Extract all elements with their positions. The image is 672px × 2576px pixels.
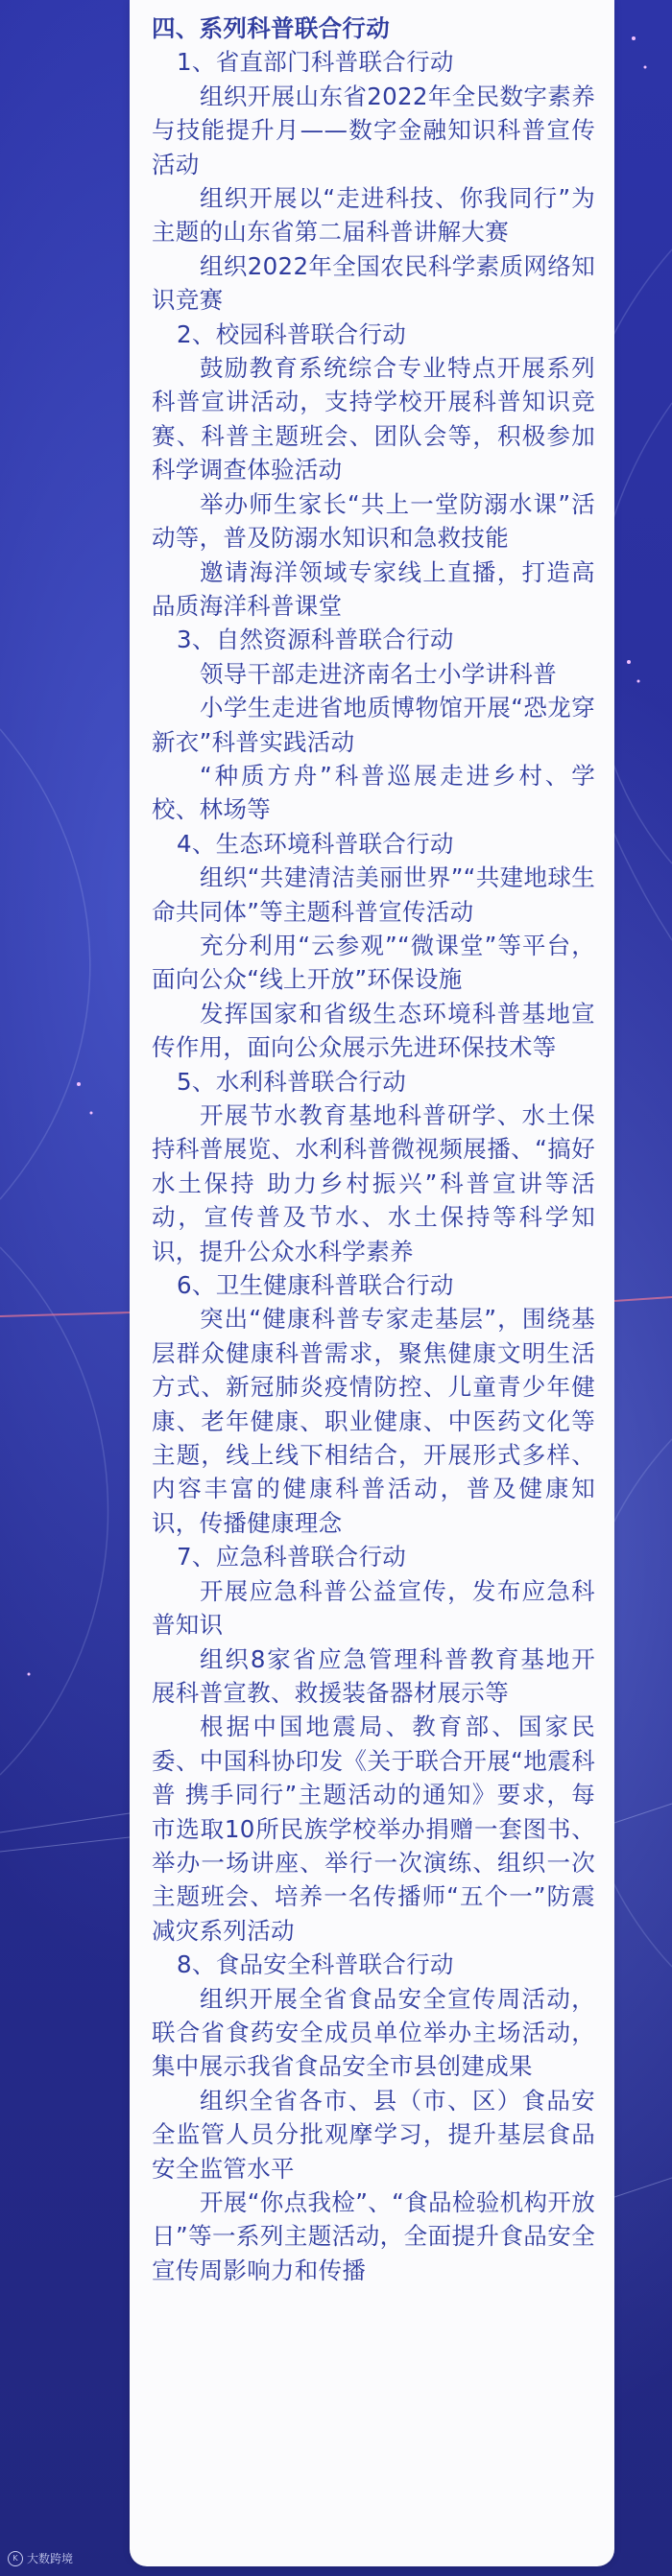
subsection-heading: 6、卫生健康科普联合行动 [177,1271,454,1300]
paragraph: 领导干部走进济南名士小学讲科普 [200,659,557,688]
paragraph: 开展应急科普公益宣传，发布应急科普知识 [152,1576,595,1640]
paragraph: 组织开展山东省2022年全民数字素养与技能提升月——数字金融知识科普宣传活动 [152,82,595,178]
article-content [152,12,595,2287]
paragraph: 组织“共建清洁美丽世界”“共建地球生命共同体”等主题科普宣传活动 [152,863,595,926]
paragraph: 小学生走进省地质博物馆开展“恐龙穿新衣”科普实践活动 [152,694,595,756]
paragraph: “种质方舟”科普巡展走进乡村、学校、林场等 [152,761,595,824]
watermark-text: 大数跨境 [27,2552,74,2565]
subsection-heading: 5、水利科普联合行动 [177,1067,407,1096]
paragraph: 组织开展全省食品安全宣传周活动，联合省食药安全成员单位举办主场活动，集中展示我省食品安全市县创建成果 [152,1984,595,2081]
paragraph: 组织开展以“走进科技、你我同行”为主题的山东省第二届科普讲解大赛 [152,184,595,247]
paragraph: 充分利用“云参观”“微课堂”等平台，面向公众“线上开放”环保设施 [152,931,595,994]
section-title: 四、系列科普联合行动 [152,14,390,42]
subsection-heading: 2、校园科普联合行动 [177,319,407,348]
paragraph: 开展节水教育基地科普研学、水土保持科普展览、水利科普微视频展播、“搞好水土保持 助力乡村振兴”科普宣讲等活动，宣传普及节水、水土保持等科学知识，提升公众水科学素养 [152,1101,595,1265]
paragraph: 鼓励教育系统综合专业特点开展系列科普宣讲活动，支持学校开展科普知识竞赛、科普主题班会、团队会等，积极参加科学调查体验活动 [152,354,595,484]
subsection-heading: 8、食品安全科普联合行动 [177,1950,454,1979]
subsection-heading: 1、省直部门科普联合行动 [177,48,454,77]
paragraph: 突出“健康科普专家走基层”，围绕基层群众健康科普需求，聚焦健康文明生活方式、新冠肺炎疫情防控、儿童青少年健康、老年健康、职业健康、中医药文化等主题，线上线下相结合，开展形式多样、内容丰富的健康科普活动，普及健康知识，传播健康理念 [152,1305,595,1537]
paragraph: 发挥国家和省级生态环境科普基地宣传作用，面向公众展示先进环保技术等 [152,999,595,1062]
subsection-heading: 7、应急科普联合行动 [177,1543,407,1572]
watermark-logo-icon: K [8,2551,23,2566]
watermark [8,2550,73,2566]
paragraph: 举办师生家长“共上一堂防溺水课”活动等，普及防溺水知识和急救技能 [152,489,595,553]
subsection-heading: 4、生态环境科普联合行动 [177,829,454,858]
paragraph: 开展“你点我检”、“食品检验机构开放日”等一系列主题活动，全面提升食品安全宣传周影响力和传播 [152,2188,595,2284]
paragraph: 根据中国地震局、教育部、国家民委、中国科协印发《关于联合开展“地震科普 携手同行”主题活动的通知》要求，每市选取10所民族学校举办捐赠一套图书、举办一场讲座、举行一次演练、组织一次主题班会、培养一名传播师“五个一”防震减灾系列活动 [152,1713,595,1945]
paragraph: 邀请海洋领域专家线上直播，打造高品质海洋科普课堂 [152,557,595,620]
paragraph: 组织8家省应急管理科普教育基地开展科普宣教、救援装备器材展示等 [152,1644,595,1707]
paragraph: 组织2022年全国农民科学素质网络知识竞赛 [152,251,595,315]
paragraph: 组织全省各市、县（市、区）食品安全监管人员分批观摩学习，提升基层食品安全监管水平 [152,2086,595,2183]
subsection-heading: 3、自然资源科普联合行动 [177,626,454,654]
